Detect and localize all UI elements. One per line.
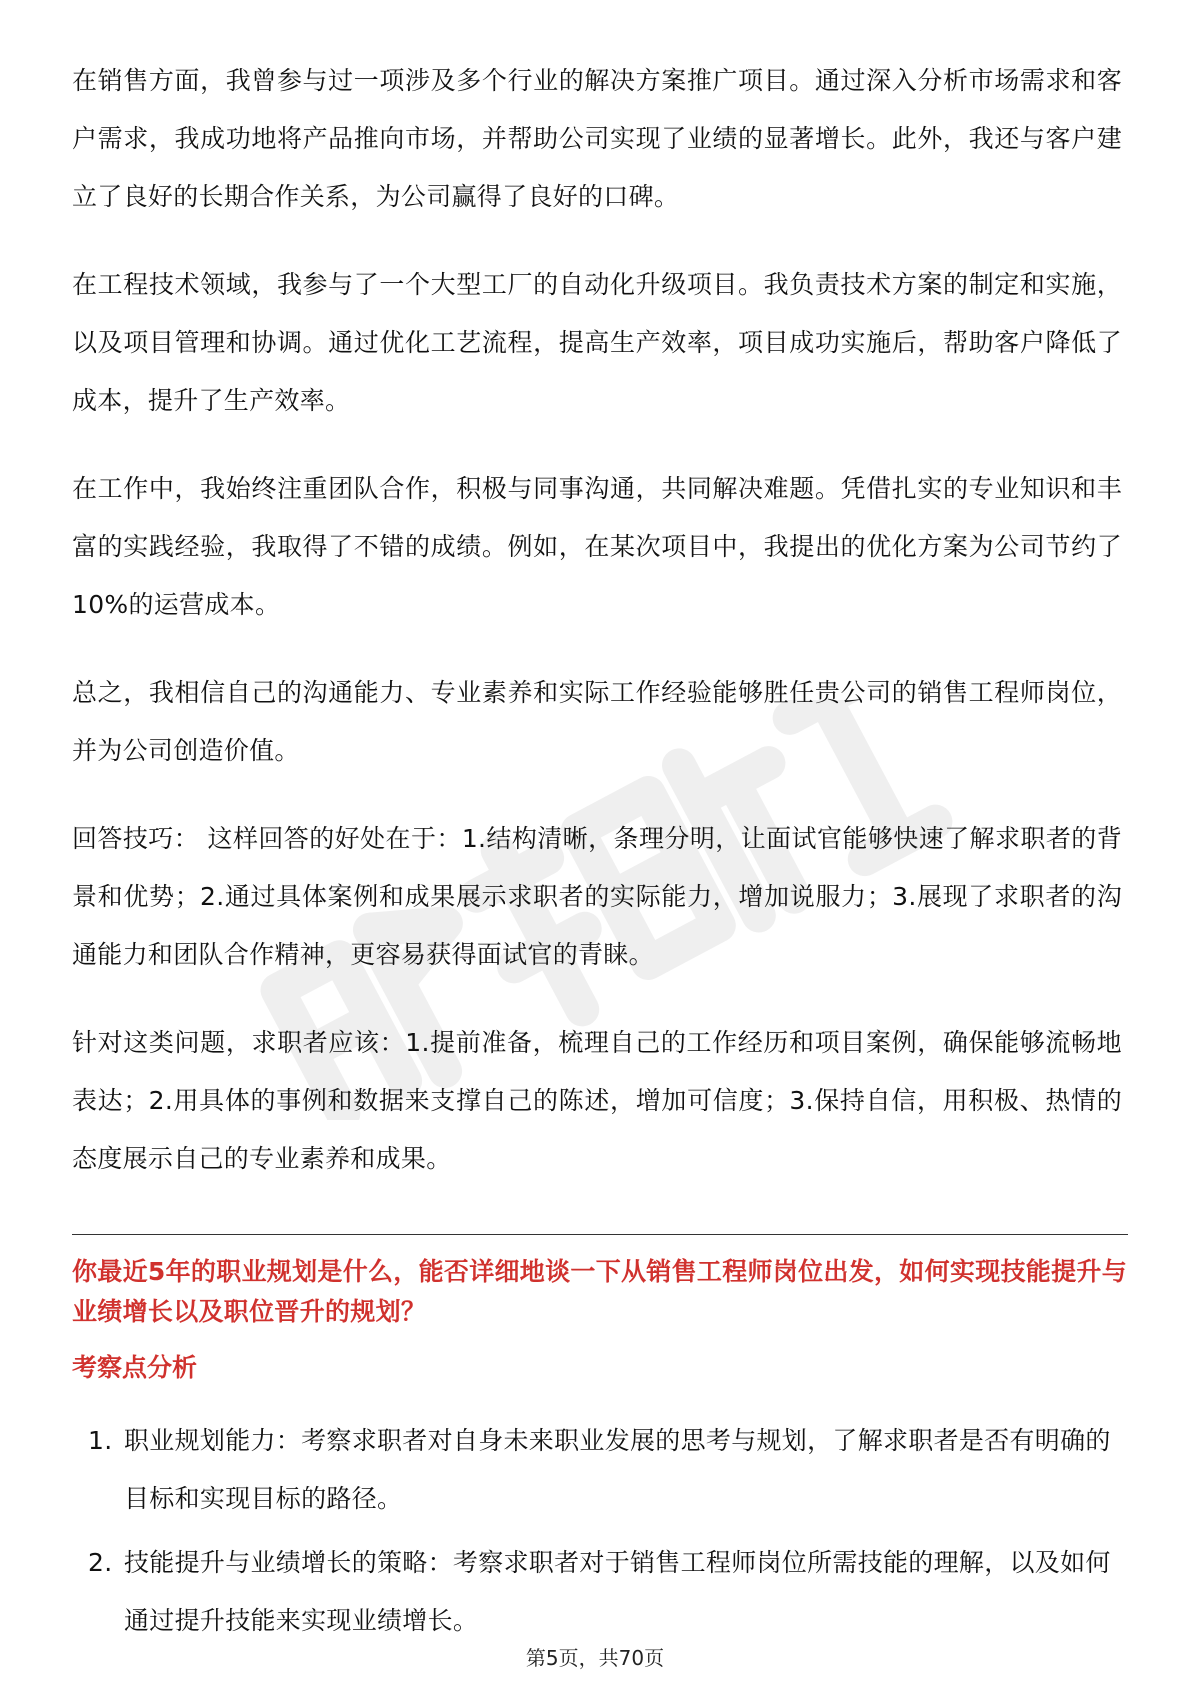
list-item — [72, 1534, 1128, 1650]
paragraph-teamwork: 在工作中，我始终注重团队合作，积极与同事沟通，共同解决难题。凭借扎实的专业知识和丰富的实践经验，我取得了不错的成绩。例如，在某次项目中，我提出的优化方案为公司节约了10%的运营成本。 — [72, 474, 1122, 619]
list-item-number: 1. — [88, 1426, 113, 1455]
list-item-text: 职业规划能力：考察求职者对自身未来职业发展的思考与规划，了解求职者是否有明确的目标和实现目标的路径。 — [124, 1426, 1111, 1513]
page-footer: 第5页，共70页 — [525, 1646, 665, 1670]
paragraph-engineering-experience: 在工程技术领域，我参与了一个大型工厂的自动化升级项目。我负责技术方案的制定和实施，以及项目管理和协调。通过优化工艺流程，提高生产效率，项目成功实施后，帮助客户降低了成本，提升了生产效率。 — [72, 270, 1122, 415]
list-item — [72, 1412, 1128, 1528]
analysis-heading: 考察点分析 — [72, 1353, 198, 1382]
list-item-number: 2. — [88, 1548, 113, 1577]
body-text — [72, 52, 1122, 1218]
list-item-text: 技能提升与业绩增长的策略：考察求职者对于销售工程师岗位所需技能的理解，以及如何通过提升技能来实现业绩增长。 — [124, 1548, 1111, 1635]
paragraph-answer-tips: 回答技巧： 这样回答的好处在于：1.结构清晰，条理分明，让面试官能够快速了解求职者的背景和优势；2.通过具体案例和成果展示求职者的实际能力，增加说服力；3.展现了求职者的沟通能力和团队合作精神，更容易获得面试官的青睐。 — [72, 824, 1122, 969]
analysis-list — [72, 1412, 1128, 1656]
section-divider — [72, 1234, 1128, 1235]
paragraph-advice: 针对这类问题，求职者应该：1.提前准备，梳理自己的工作经历和项目案例，确保能够流畅地表达；2.用具体的事例和数据来支撑自己的陈述，增加可信度；3.保持自信，用积极、热情的态度展示自己的专业素养和成果。 — [72, 1028, 1122, 1173]
paragraph-sales-experience: 在销售方面，我曾参与过一项涉及多个行业的解决方案推广项目。通过深入分析市场需求和客户需求，我成功地将产品推向市场，并帮助公司实现了业绩的显著增长。此外，我还与客户建立了良好的长期合作关系，为公司赢得了良好的口碑。 — [72, 66, 1122, 211]
paragraph-summary: 总之，我相信自己的沟通能力、专业素养和实际工作经验能够胜任贵公司的销售工程师岗位，并为公司创造价值。 — [72, 678, 1122, 765]
interview-question: 你最近5年的职业规划是什么，能否详细地谈一下从销售工程师岗位出发，如何实现技能提升与业绩增长以及职位晋升的规划？ — [72, 1257, 1127, 1326]
